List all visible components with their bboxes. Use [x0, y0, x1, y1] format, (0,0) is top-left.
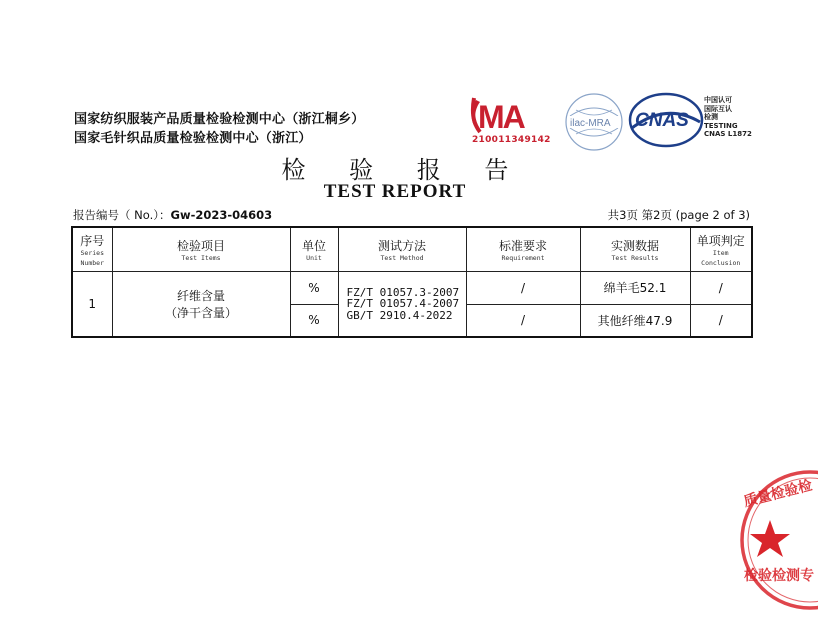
- header-test-items: 检验项目 Test Items: [112, 227, 290, 271]
- svg-text:CNAS: CNAS: [635, 110, 689, 131]
- cell-requirement: /: [466, 304, 580, 337]
- page-info: 共3页 第2页 (page 2 of 3): [607, 208, 750, 222]
- inspection-seal-stamp: [738, 458, 818, 618]
- header-test-results: 实测数据 Test Results: [580, 227, 690, 271]
- header-series: 序号 Series Number: [72, 227, 112, 271]
- svg-text:ilac-MRA: ilac-MRA: [570, 118, 611, 129]
- svg-text:质量检验检: 质量检验检: [742, 477, 814, 511]
- table-header-row: [72, 227, 752, 271]
- header-unit: 单位 Unit: [290, 227, 338, 271]
- cell-conclusion: /: [690, 271, 752, 304]
- test-results-table: [71, 226, 753, 338]
- report-number-label: 报告编号（ No.）：: [73, 208, 171, 222]
- method-3: GB/T 2910.4-2022: [346, 308, 453, 322]
- cell-series: 1: [72, 271, 112, 337]
- report-title-en: TEST REPORT: [323, 181, 467, 202]
- cell-test-method: [338, 271, 466, 337]
- cell-requirement: /: [466, 271, 580, 304]
- header-requirement: 标准要求 Requirement: [466, 227, 580, 271]
- org-name-line1: 国家纺织服装产品质量检验检测中心（浙江桐乡）: [74, 112, 365, 127]
- header-conclusion: 单项判定 Item Conclusion: [690, 227, 752, 271]
- method-2: FZ/T 01057.4-2007: [346, 297, 460, 310]
- cell-test-item: [112, 271, 290, 337]
- cma-code: 210011349142: [472, 135, 551, 145]
- svg-text:MA: MA: [478, 99, 524, 135]
- test-item-line2: （净干含量）: [164, 305, 237, 320]
- ilac-mra-logo: [562, 90, 626, 154]
- cell-unit: %: [290, 271, 338, 304]
- report-title-cn: 检 验 报 告: [281, 156, 527, 184]
- method-1: FZ/T 01057.3-2007: [346, 285, 460, 299]
- cell-result: 绵羊毛52.1: [580, 271, 690, 304]
- cnas-accreditation-text: 中国认可 国际互认 检测 TESTING CNAS L1872: [704, 96, 752, 138]
- svg-text:检验检测专: 检验检测专: [744, 568, 814, 584]
- org-name-line2: 国家毛针织品质量检验检测中心（浙江）: [74, 131, 312, 146]
- report-number: [73, 207, 272, 223]
- test-item-line1: 纤维含量: [176, 288, 225, 303]
- cell-result: 其他纤维47.9: [580, 304, 690, 337]
- cell-unit: %: [290, 304, 338, 337]
- cnas-logo: [628, 92, 704, 148]
- cell-conclusion: /: [690, 304, 752, 337]
- header-test-method: 测试方法 Test Method: [338, 227, 466, 271]
- report-number-value: Gw-2023-04603: [170, 208, 273, 222]
- table-row: [72, 271, 752, 304]
